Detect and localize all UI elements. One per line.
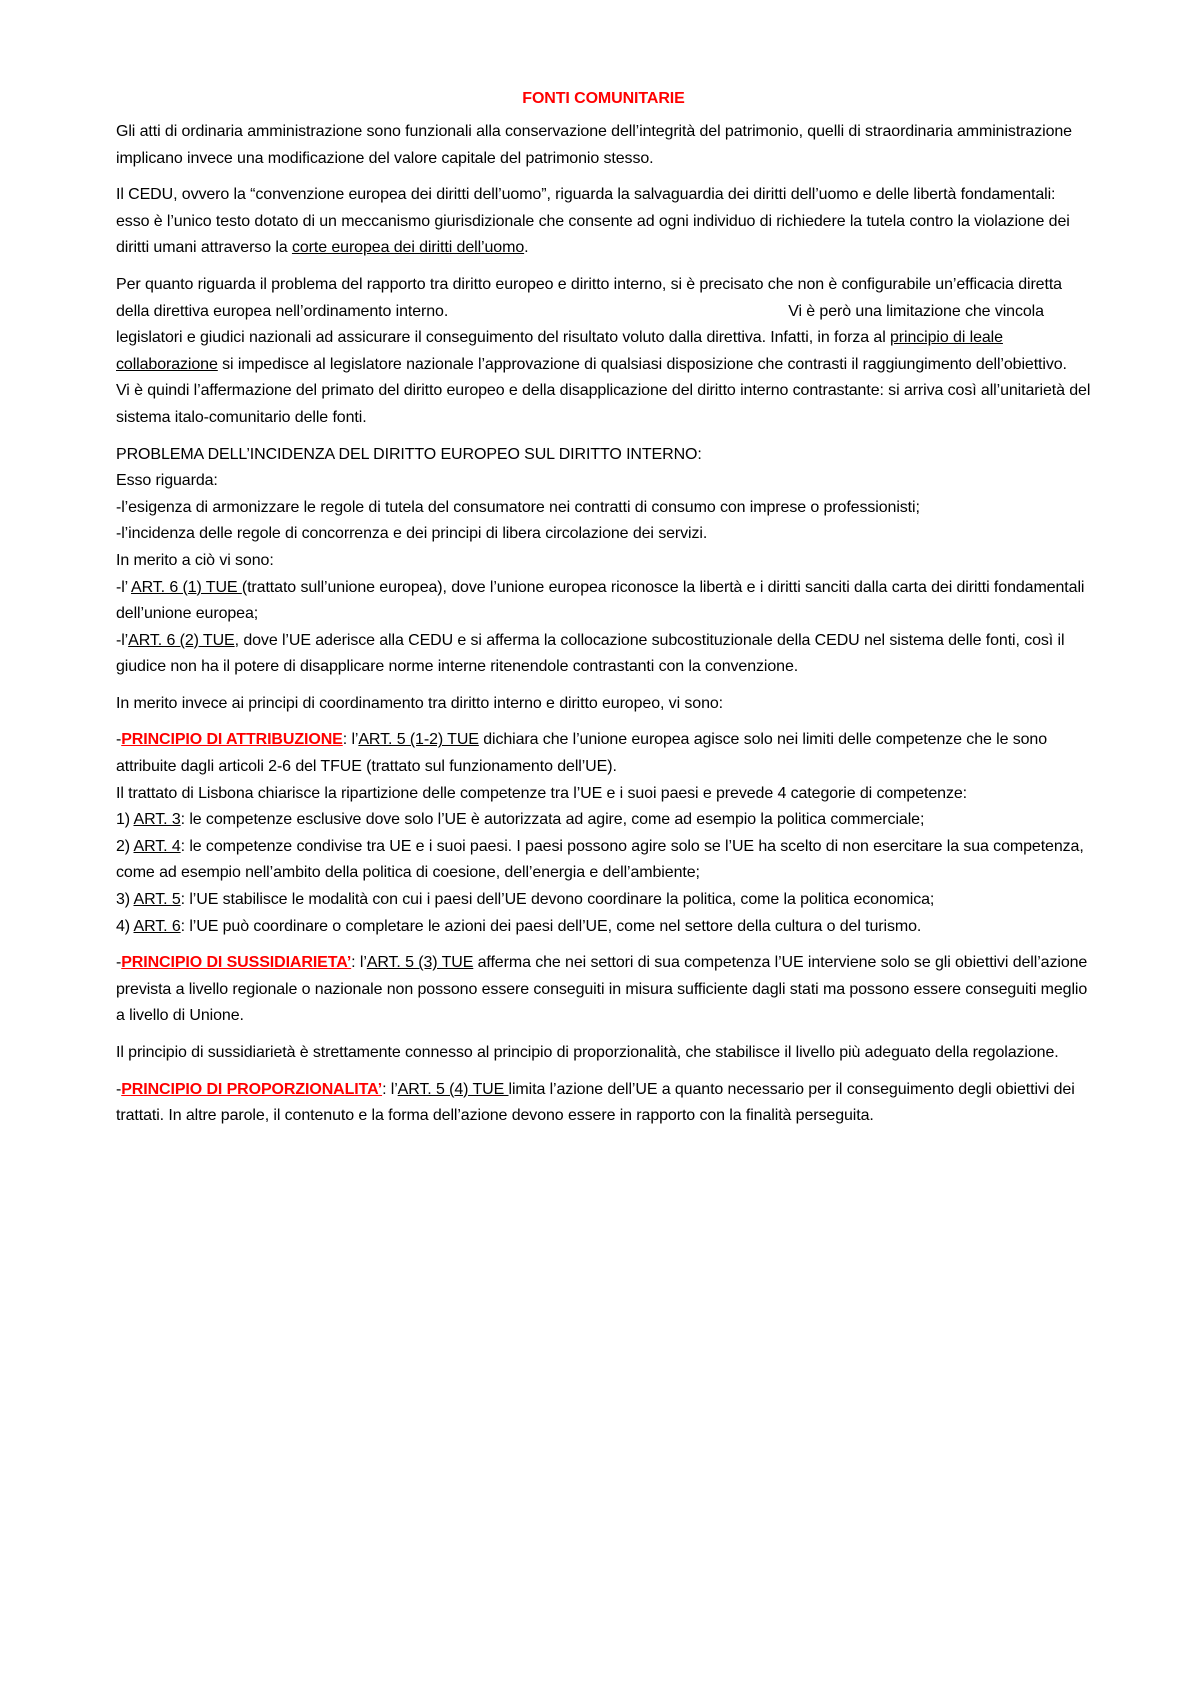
paragraph-sussidiarieta: -PRINCIPIO DI SUSSIDIARIETA’: l’ART. 5 (3) TUE afferma che nei settori di sua competenza l’UE interviene solo se gli obiettivi dell’azione prevista a livello regionale o nazionale non possono essere conseguiti in misura sufficiente dagli stati ma possono essere conseguiti meglio a livello di Unione. [116, 954, 1088, 1025]
competenze-item-4: 4) ART. 6: l’UE può coordinare o completare le azioni dei paesi dell’UE, come nel settore della cultura o del turismo. [116, 917, 922, 935]
cedu-text: Il CEDU, ovvero la “convenzione europea dei diritti dell’uomo”, riguarda la salvaguardia dei diritti dell’uomo e delle libertà fondamentali: esso è l’unico testo dotato di un meccanismo giurisdizionale che consente ad ogni individuo di richiedere la tutela contro la violazione dei diritti umani attraverso la [116, 186, 1070, 257]
principio-attribuzione-label: PRINCIPIO DI ATTRIBUZIONE [121, 731, 343, 749]
section-problema [116, 442, 1091, 681]
problema-art6-1: -l’ ART. 6 (1) TUE (trattato sull’unione europea), dove l’unione europea riconosce la libertà e i diritti sanciti dalla carta dei diritti fondamentali dell’unione europea; [116, 578, 1085, 623]
problema-esso: Esso riguarda: [116, 472, 218, 490]
rapporto-text-c: si impedisce al legislatore nazionale l’approvazione di qualsiasi disposizione che contrasti il raggiungimento dell’obiettivo. [217, 355, 1067, 373]
problema-merito: In merito a ciò vi sono: [116, 551, 274, 569]
art3-ref: ART. 3 [133, 811, 181, 829]
paragraph-cedu [116, 182, 1091, 262]
art4-ref: ART. 4 [133, 837, 181, 855]
corte-europea-link: corte europea dei diritti dell’uomo [291, 239, 525, 257]
art6-2-ref: ART. 6 (2) TUE [128, 631, 235, 649]
art5-3-ref: ART. 5 (3) TUE [366, 954, 474, 972]
paragraph-proporzionalita: -PRINCIPIO DI PROPORZIONALITA’: l’ART. 5 (4) TUE limita l’azione dell’UE a quanto necessario per il conseguimento degli obiettivi dei trattati. In altre parole, il contenuto e la forma dell’azione devono essere in rapporto con la finalità perseguita. [116, 1080, 1075, 1125]
art5-1-2-ref: ART. 5 (1-2) TUE [358, 731, 479, 749]
leale-collaborazione-link: principio di leale collaborazione [116, 329, 1003, 373]
competenze-item-2: 2) ART. 4: le competenze condivise tra UE e i suoi paesi. I paesi possono agire solo se l’UE ha scelto di non esercitare la sua competenza, come ad esempio nell’ambito della politica di coesione, dell’energia e dell’ambiente; [116, 837, 1084, 882]
rapporto-text-d: Vi è quindi l’affermazione del primato del diritto europeo e della disapplicazione del diritto interno contrastante: si arriva così all’unitarietà del sistema italo-comunitario delle fonti. [116, 382, 1091, 426]
competenze-item-3: 3) ART. 5: l’UE stabilisce le modalità con cui i paesi dell’UE devono coordinare la politica, come la politica economica; [116, 891, 935, 909]
art5-4-ref: ART. 5 (4) TUE [397, 1080, 509, 1098]
document-title: FONTI COMUNITARIE [522, 90, 685, 107]
problema-heading: PROBLEMA DELL’INCIDENZA DEL DIRITTO EUROPEO SUL DIRITTO INTERNO: [116, 445, 702, 463]
problema-item-1: -l’esigenza di armonizzare le regole di tutela del consumatore nei contratti di consumo con imprese o professionisti; [116, 498, 920, 516]
art6-ref: ART. 6 [133, 917, 181, 935]
attribuzione-lisbona: Il trattato di Lisbona chiarisce la ripartizione delle competenze tra l’UE e i suoi paesi e prevede 4 categorie di competenze: [116, 784, 967, 802]
problema-item-2: -l’incidenza delle regole di concorrenza e dei principi di libera circolazione dei servizi. [116, 525, 708, 543]
section-attribuzione [116, 727, 1091, 940]
attribuzione-intro: -PRINCIPIO DI ATTRIBUZIONE: l’ART. 5 (1-2) TUE dichiara che l’unione europea agisce solo nei limiti delle competenze che le sono attribuite dagli articoli 2-6 del TFUE (trattato sul funzionamento dell’UE). [116, 731, 1048, 776]
paragraph-sussidiarieta-proporzionalita: Il principio di sussidiarietà è strettamente connesso al principio di proporzionalità, che stabilisce il livello più adeguato della regolazione. [116, 1044, 1059, 1061]
document-body [116, 86, 1091, 1140]
problema-art6-2: -l’ART. 6 (2) TUE, dove l’UE aderisce alla CEDU e si afferma la collocazione subcostituzionale della CEDU nel sistema delle fonti, così il giudice non ha il potere di disapplicare norme interne ritenendole contrastanti con la convenzione. [116, 631, 1065, 676]
paragraph-coordinamento: In merito invece ai principi di coordinamento tra diritto interno e diritto europeo, vi sono: [116, 694, 724, 712]
art6-1-ref: ART. 6 (1) TUE [131, 578, 242, 596]
paragraph-rapporto [116, 272, 1091, 432]
principio-proporzionalita-label: PRINCIPIO DI PROPORZIONALITA’ [121, 1080, 383, 1098]
paragraph-atti: Gli atti di ordinaria amministrazione sono funzionali alla conservazione dell’integrità del patrimonio, quelli di straordinaria amministrazione implicano invece una modificazione del valore capitale del patrimonio stesso. [116, 123, 1072, 167]
rapporto-text-a: Per quanto riguarda il problema del rapporto tra diritto europeo e diritto interno, si è precisato che non è configurabile un’efficacia diretta della direttiva europea nell’ordinamento interno. [116, 275, 1062, 320]
competenze-item-1: 1) ART. 3: le competenze esclusive dove solo l’UE è autorizzata ad agire, come ad esempio la politica commerciale; [116, 811, 925, 829]
rapporto-text-b: Vi è però una limitazione che vincola legislatori e giudici nazionali ad assicurare il conseguimento del risultato voluto dalla direttiva. Infatti, in forza al [116, 302, 1044, 347]
art5-ref: ART. 5 [133, 891, 181, 909]
cedu-end: . [524, 239, 529, 257]
principio-sussidiarieta-label: PRINCIPIO DI SUSSIDIARIETA’ [121, 954, 352, 972]
